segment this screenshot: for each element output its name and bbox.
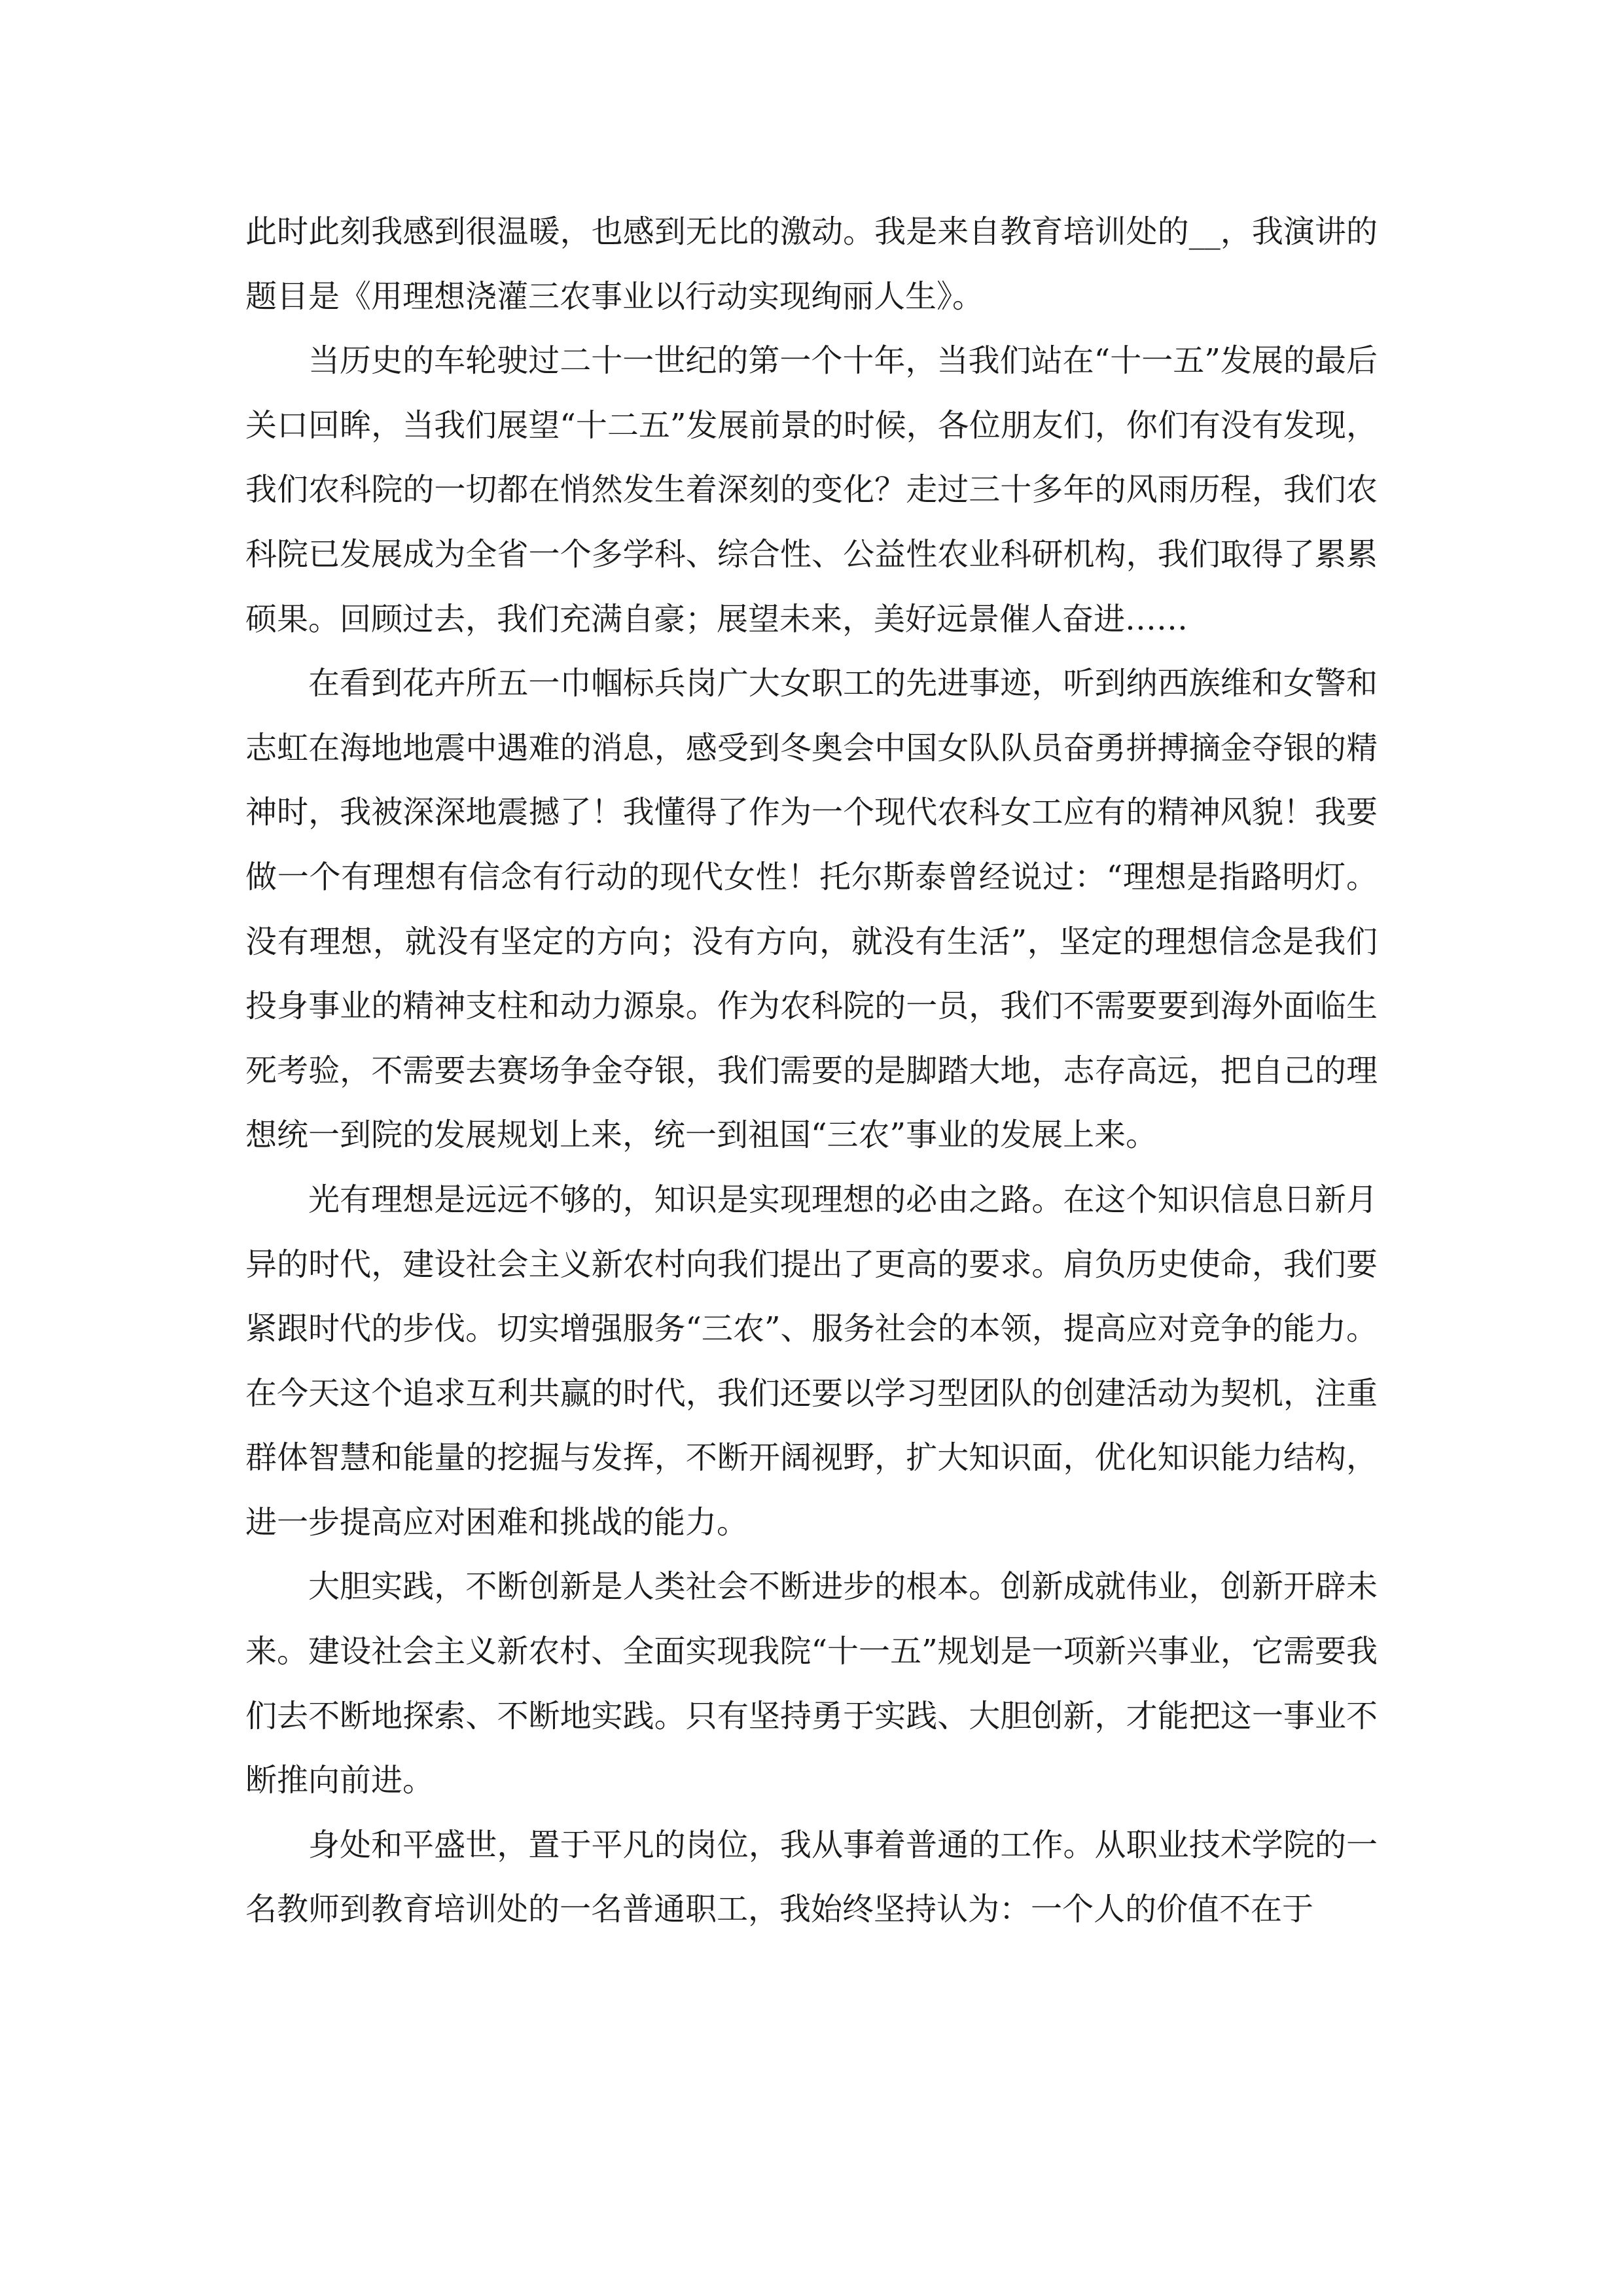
- paragraph-4: 光有理想是远远不够的，知识是实现理想的必由之路。在这个知识信息日新月异的时代，建设社会主义新农村向我们提出了更高的要求。肩负历史使命，我们要紧跟时代的步伐。切实增强服务“三农”、服务社会的本领，提高应对竞争的能力。在今天这个追求互利共赢的时代，我们还要以学习型团队的创建活动为契机，注重群体智慧和能量的挖掘与发挥，不断开阔视野，扩大知识面，优化知识能力结构，进一步提高应对困难和挑战的能力。: [245, 1181, 1378, 1541]
- paragraph-1: 此时此刻我感到很温暖，也感到无比的激动。我是来自教育培训处的__，我演讲的题目是《用理想浇灌三农事业以行动实现绚丽人生》。: [245, 213, 1378, 315]
- document-body: [245, 200, 1378, 1942]
- paragraph-5: 大胆实践，不断创新是人类社会不断进步的根本。创新成就伟业，创新开辟未来。建设社会主义新农村、全面实现我院“十一五”规划是一项新兴事业，它需要我们去不断地探索、不断地实践。只有坚持勇于实践、大胆创新，才能把这一事业不断推向前进。: [245, 1568, 1378, 1799]
- paragraph-2: 当历史的车轮驶过二十一世纪的第一个十年，当我们站在“十一五”发展的最后关口回眸，当我们展望“十二五”发展前景的时候，各位朋友们，你们有没有发现，我们农科院的一切都在悄然发生着深刻的变化？走过三十多年的风雨历程，我们农科院已发展成为全省一个多学科、综合性、公益性农业科研机构，我们取得了累累硕果。回顾过去，我们充满自豪；展望未来，美好远景催人奋进……: [245, 342, 1378, 637]
- paragraph-3: 在看到花卉所五一巾帼标兵岗广大女职工的先进事迹，听到纳西族维和女警和志虹在海地地震中遇难的消息，感受到冬奥会中国女队队员奋勇拼搏摘金夺银的精神时，我被深深地震撼了！我懂得了作为一个现代农科女工应有的精神风貌！我要做一个有理想有信念有行动的现代女性！托尔斯泰曾经说过：“理想是指路明灯。没有理想，就没有坚定的方向；没有方向，就没有生活”，坚定的理想信念是我们投身事业的精神支柱和动力源泉。作为农科院的一员，我们不需要要到海外面临生死考验，不需要去赛场争金夺银，我们需要的是脚踏大地，志存高远，把自己的理想统一到院的发展规划上来，统一到祖国“三农”事业的发展上来。: [245, 665, 1378, 1154]
- paragraph-6: 身处和平盛世，置于平凡的岗位，我从事着普通的工作。从职业技术学院的一名教师到教育培训处的一名普通职工，我始终坚持认为：一个人的价值不在于: [245, 1826, 1378, 1928]
